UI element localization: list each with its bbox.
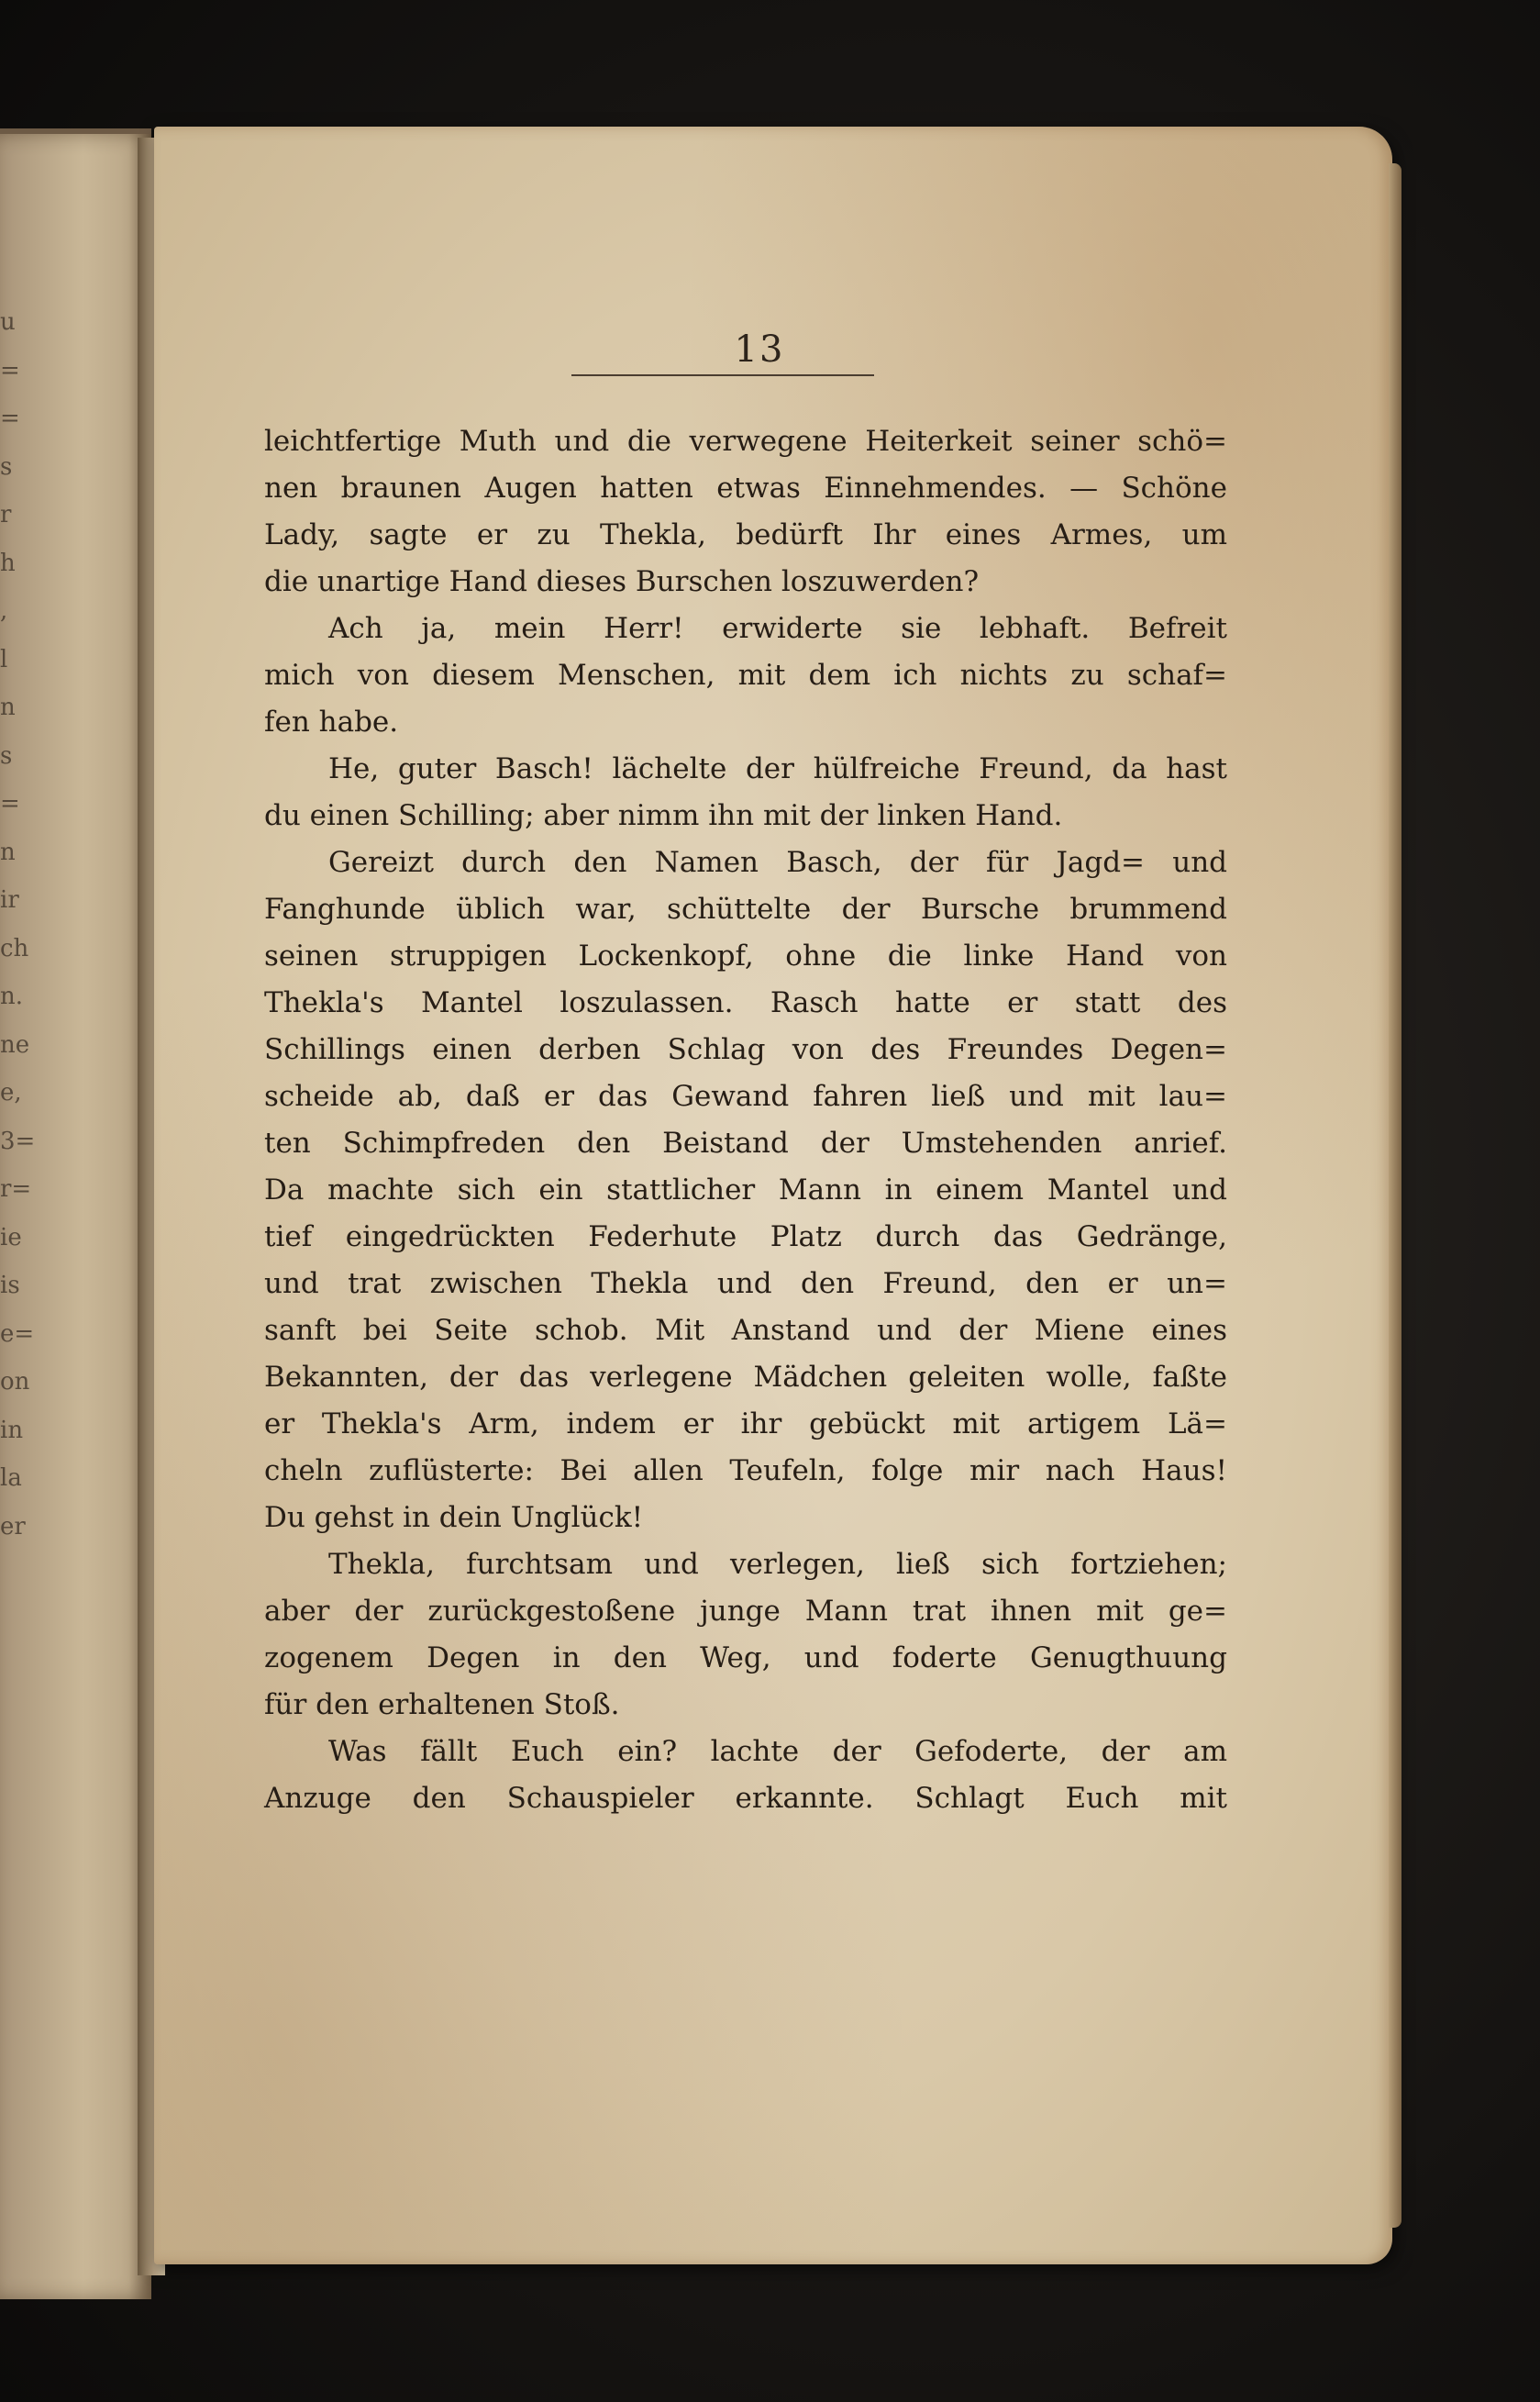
page-number: 13 — [734, 328, 785, 371]
left-margin-fragment: is — [0, 1272, 20, 1299]
left-margin-fragment: e= — [0, 1319, 35, 1348]
text-line: Was fällt Euch ein? lachte der Gefoderte, der am — [328, 1735, 1227, 1768]
text-line: sanft bei Seite schob. Mit Anstand und der Miene eines — [264, 1314, 1227, 1347]
left-margin-fragment: = — [0, 405, 20, 432]
left-margin-fragment: ne — [0, 1030, 30, 1059]
text-line: Lady, sagte er zu Thekla, bedürft Ihr eines Armes, um — [264, 518, 1227, 551]
left-margin-fragment: , — [0, 597, 8, 625]
left-margin-fragment: la — [0, 1464, 22, 1492]
text-line: er Thekla's Arm, indem er ihr gebückt mit artigem Lä= — [264, 1407, 1227, 1440]
text-line: Schillings einen derben Schlag von des Freundes Degen= — [264, 1033, 1227, 1066]
text-line: Ach ja, mein Herr! erwiderte sie lebhaft. Befreit — [328, 612, 1227, 645]
text-line: aber der zurückgestoßene junge Mann trat ihnen mit ge= — [264, 1595, 1227, 1628]
text-line: zogenem Degen in den Weg, und foderte Genugthuung — [264, 1641, 1227, 1674]
text-line: Fanghunde üblich war, schüttelte der Bursche brummend — [264, 893, 1227, 926]
text-line: tief eingedrückten Federhute Platz durch das Gedränge, — [264, 1220, 1227, 1253]
left-margin-fragment: er — [0, 1512, 26, 1540]
text-line: He, guter Basch! lächelte der hülfreiche Freund, da hast — [328, 752, 1227, 785]
left-margin-fragment: n — [0, 838, 16, 866]
text-line: Bekannten, der das verlegene Mädchen geleiten wolle, faßte — [264, 1361, 1227, 1394]
text-line: Anzuge den Schauspieler erkannte. Schlagt Euch mit — [264, 1782, 1227, 1815]
text-line: du einen Schilling; aber nimm ihn mit der linken Hand. — [264, 799, 1063, 832]
text-line: scheide ab, daß er das Gewand fahren ließ und mit lau= — [264, 1080, 1227, 1113]
left-margin-fragment: = — [0, 356, 20, 384]
text-line: leichtfertige Muth und die verwegene Heiterkeit seiner schö= — [264, 425, 1227, 458]
header-rule — [571, 374, 874, 376]
left-margin-fragment: in — [0, 1416, 24, 1444]
left-margin-fragment: ch — [0, 934, 29, 962]
left-margin-fragment: l — [0, 645, 8, 673]
left-margin-fragment: r — [0, 501, 12, 528]
body-text — [264, 418, 1227, 1822]
text-line: mich von diesem Menschen, mit dem ich nichts zu schaf= — [264, 659, 1227, 692]
text-line: Du gehst in dein Unglück! — [264, 1501, 644, 1534]
text-line: nen braunen Augen hatten etwas Einnehmendes. — Schöne — [264, 472, 1227, 505]
text-line: die unartige Hand dieses Burschen loszuwerden? — [264, 565, 980, 598]
left-margin-fragment: n — [0, 694, 16, 721]
text-line: cheln zuflüsterte: Bei allen Teufeln, folge mir nach Haus! — [264, 1454, 1227, 1487]
left-margin-fragment: = — [0, 790, 20, 817]
text-line: Da machte sich ein stattlicher Mann in einem Mantel und — [264, 1173, 1227, 1207]
left-margin-fragment: u — [0, 308, 16, 336]
left-page-edge — [0, 128, 151, 2299]
text-line: Thekla, furchtsam und verlegen, ließ sich fortziehen; — [328, 1548, 1227, 1581]
right-page — [154, 127, 1392, 2264]
text-line: und trat zwischen Thekla und den Freund, den er un= — [264, 1267, 1227, 1300]
left-margin-fragment: on — [0, 1368, 30, 1396]
left-margin-fragment: h — [0, 549, 16, 577]
text-line: fen habe. — [264, 706, 399, 739]
text-line: Gereizt durch den Namen Basch, der für Jagd= und — [328, 846, 1227, 879]
left-margin-fragment: ir — [0, 886, 19, 914]
left-margin-fragment: s — [0, 741, 13, 770]
text-line: Thekla's Mantel loszulassen. Rasch hatte er statt des — [264, 986, 1227, 1019]
left-margin-fragment: e, — [0, 1079, 22, 1106]
left-margin-fragment: s — [0, 452, 13, 481]
left-margin-fragment: n. — [0, 983, 24, 1010]
left-margin-fragment: r= — [0, 1175, 32, 1203]
text-line: seinen struppigen Lockenkopf, ohne die linke Hand von — [264, 940, 1227, 973]
text-line: für den erhaltenen Stoß. — [264, 1688, 620, 1721]
left-margin-fragment: ie — [0, 1223, 22, 1251]
text-line: ten Schimpfreden den Beistand der Umstehenden anrief. — [264, 1127, 1227, 1160]
left-margin-fragment: 3= — [0, 1127, 36, 1155]
